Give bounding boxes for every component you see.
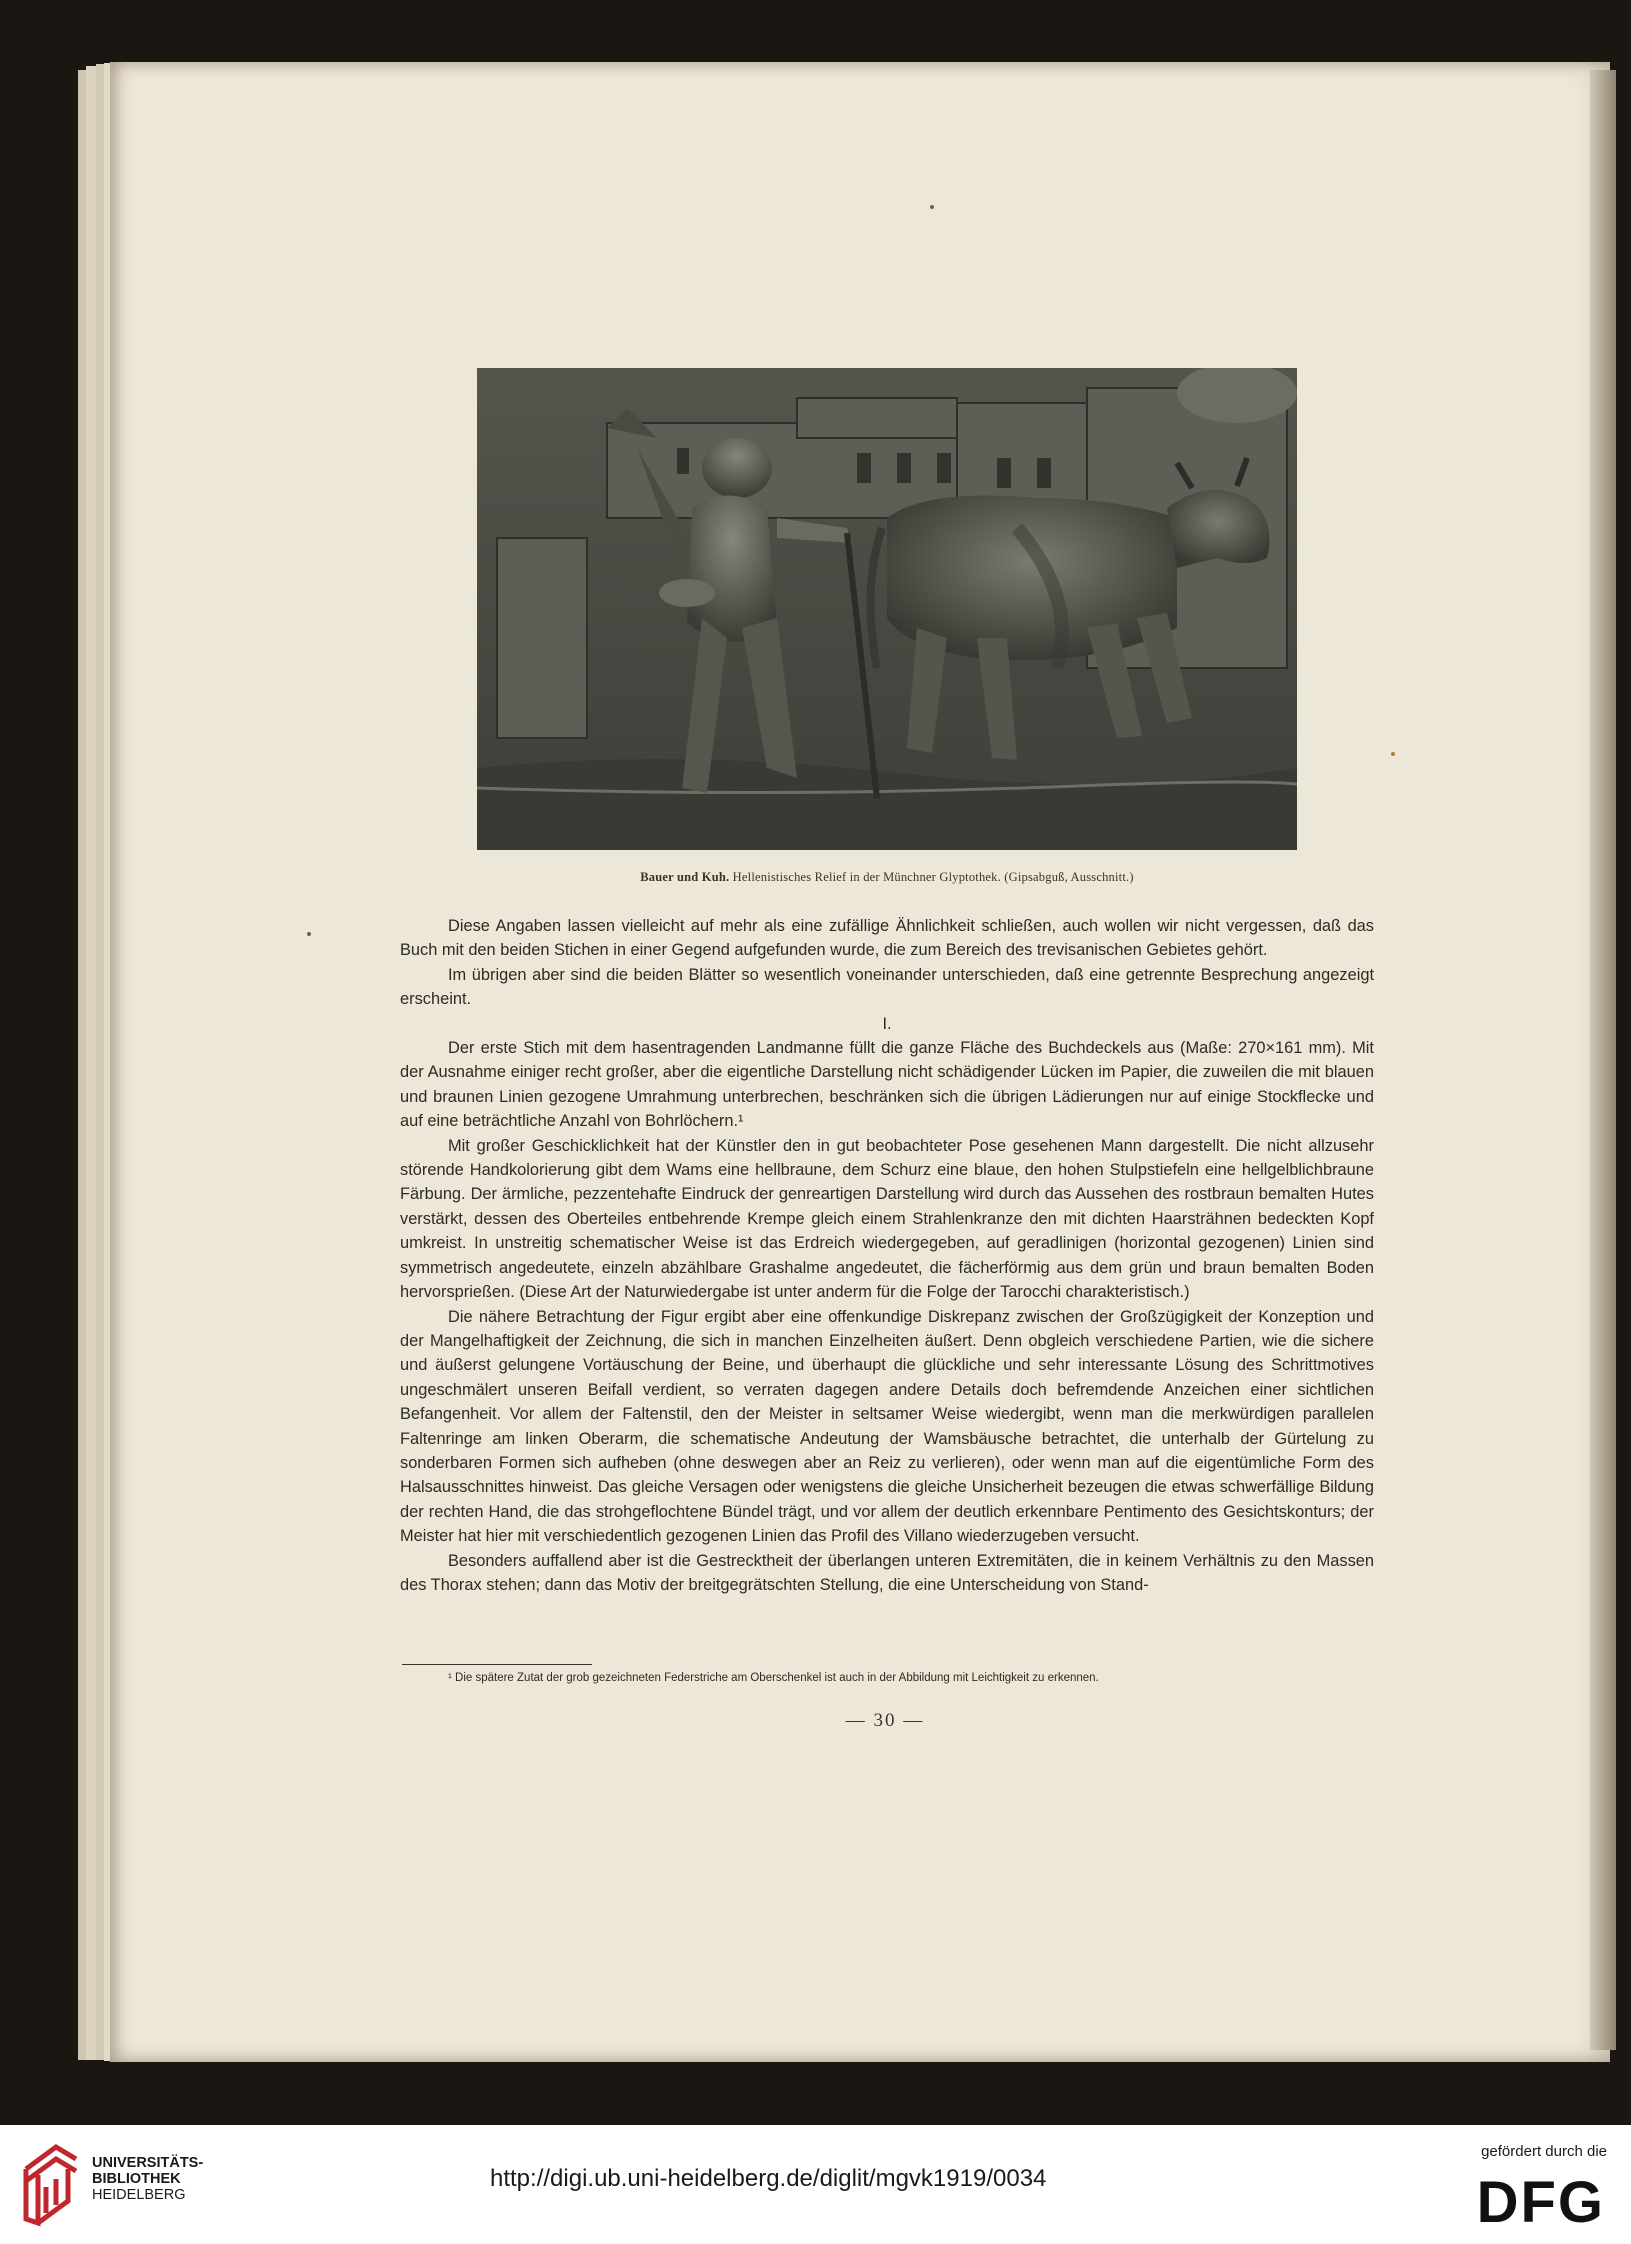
relief-photograph bbox=[477, 368, 1297, 850]
page-speck bbox=[1391, 752, 1395, 756]
paragraph: Im übrigen aber sind die beiden Blätter so wesentlich voneinander unterschieden, daß eine getrennte Besprechung angezeigt erscheint. bbox=[400, 965, 1374, 1009]
paragraph: Der erste Stich mit dem hasentragenden Landmanne füllt die ganze Fläche des Buchdeckels aus (Maße: 270×161 mm). Mit der Ausnahme einiger recht großer, aber die eigentliche Darstellung nicht schädigender Lücken im Papier, die zuweilen die mit blauen und braunen Linien gezogene Umrahmung unterbrechen, beschränken sich die übrigen Lädierungen nur auf einige Stockflecke und auf eine beträchtliche Anzahl von Bohrlöchern.¹ bbox=[400, 1039, 1374, 1131]
permalink-url[interactable]: http://digi.ub.uni-heidelberg.de/diglit/mgvk1919/0034 bbox=[490, 2165, 1047, 2192]
paragraph: Mit großer Geschicklichkeit hat der Künstler den in gut beobachteter Pose gesehenen Mann dargestellt. Die nicht allzusehr störende Handkolorierung gibt dem Wams eine hellbraune, dem Schurz eine blaue, den hohen Stulpstiefeln eine hellgelblichbraune Färbung. Der ärmliche, pezzentehafte Eindruck der genreartigen Darstellung wird durch das Aussehen des rostbraun bemalten Hutes verstärkt, dessen des Oberteiles entbehrende Krempe gleich einem Strahlenkranze den mit dichten Haarsträhnen bedeckten Kopf umkreist. In unstreitig schematischer Weise ist das Erdreich wiedergegeben, auf geradlinigen (horizontal gezogenen) Linien sind symmetrisch angedeutete, einzeln abzählbare Grashalme angedeutet, die fächerförmig aus dem grün und braun bemalten Boden hervorsprießen. (Diese Art der Naturwiedergabe ist unter anderm für die Folge der Tarocchi charakteristisch.) bbox=[400, 1136, 1374, 1302]
library-name-line: HEIDELBERG bbox=[92, 2187, 186, 2203]
paragraph: Diese Angaben lassen vielleicht auf mehr als eine zufällige Ähnlichkeit schließen, auch wollen wir nicht vergessen, daß das Buch mit den beiden Stichen in einer Gegend aufgefunden wurde, die zum Bereich des trevisanischen Gebietes gehört. bbox=[400, 917, 1374, 960]
library-name-line: UNIVERSITÄTS- bbox=[92, 2155, 204, 2171]
footnote-divider bbox=[402, 1664, 592, 1665]
university-library-name[interactable] bbox=[92, 2155, 203, 2203]
paragraph: Besonders auffallend aber ist die Gestrecktheit der überlangen unteren Extremitäten, die in keinem Verhältnis zu den Massen des Thorax stehen; dann das Motiv der breitgegrätschten Stellung, die eine Unterscheidung von Stand- bbox=[400, 1551, 1374, 1594]
paragraph: Die nähere Betrachtung der Figur ergibt aber eine offenkundige Diskrepanz zwischen der Großzügigkeit der Konzeption und der Mangelhaftigkeit der Zeichnung, die sich in manchen Einzelheiten äußert. Denn obgleich verschiedene Partien, wie die sichere und äußerst gelungene Vortäuschung der Beine, und überhaupt die glückliche und sehr interessante Lösung des Schrittmotives ungeschmälert unseren Beifall verdient, so verraten dagegen andere Details doch befremdende Anzeichen einer sichtlichen Befangenheit. Vor allem der Faltenstil, den der Meister in seltsamer Weise wiedergibt, wenn man die merkwürdigen parallelen Faltenringe am linken Oberarm, die schematische Andeutung der Wamsbäusche betrachtet, die unterhalb der Gürtelung zu sonderbaren Formen sich aufheben (ohne deswegen aber an Reiz zu verlieren), oder wenn man auf die eigentümliche Form des Halsausschnittes hinweist. Das gleiche Versagen oder wenigstens die gleiche Unsicherheit bezeugen die etwas schwerfällige Bildung der rechten Hand, die das strohgeflochtene Bündel trägt, und vor allem der deutlich erkennbare Pentimento des Gesichtskonturs; der Meister hat hier mit verschiedentlich gezogenen Linien das Profil des Villano wiederzugeben versucht. bbox=[400, 1307, 1374, 1546]
footer-bar bbox=[0, 2125, 1631, 2244]
university-library-logo-icon[interactable] bbox=[18, 2139, 82, 2229]
body-text bbox=[400, 914, 1374, 1597]
section-heading: I. bbox=[882, 1014, 892, 1033]
page-speck bbox=[307, 932, 311, 936]
page-number: — 30 — bbox=[845, 1710, 925, 1731]
page-speck bbox=[930, 205, 934, 209]
library-name-line: BIBLIOTHEK bbox=[92, 2171, 181, 2187]
dfg-logo[interactable]: DFG bbox=[1476, 2170, 1605, 2235]
relief-illustration bbox=[477, 368, 1297, 850]
caption-title: Bauer und Kuh. bbox=[640, 870, 730, 884]
funding-note: gefördert durch die bbox=[1481, 2143, 1607, 2160]
page-right-edge bbox=[1590, 70, 1616, 2050]
caption-text: Hellenistisches Relief in der Münchner Glyptothek. (Gipsabguß, Ausschnitt.) bbox=[732, 870, 1134, 884]
figure-caption bbox=[400, 870, 1374, 885]
footnote: ¹ Die spätere Zutat der grob gezeichneten Federstriche am Oberschenkel ist auch in der Abbildung mit Leichtigkeit zu erkennen. bbox=[448, 1672, 1099, 1684]
